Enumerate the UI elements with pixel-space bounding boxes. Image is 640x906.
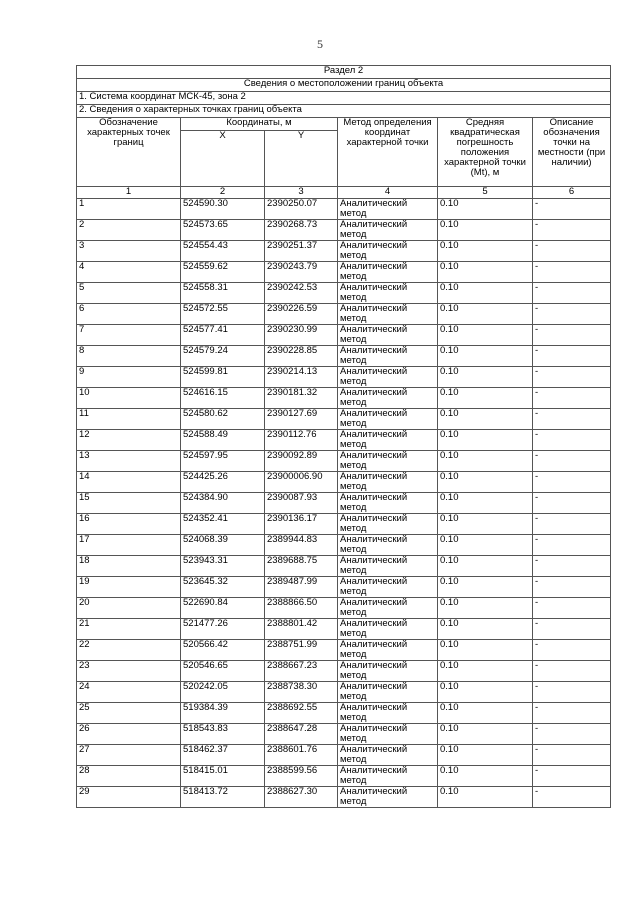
x-coordinate-cell: 518543.83 xyxy=(181,724,265,745)
point-number-cell: 6 xyxy=(77,304,181,325)
section-title: Раздел 2 xyxy=(77,66,611,79)
mean-error-cell: 0.10 xyxy=(438,430,533,451)
y-coordinate-cell: 2390087.93 xyxy=(265,493,338,514)
description-cell: - xyxy=(533,577,611,598)
method-cell: Аналитический метод xyxy=(338,535,438,556)
mean-error-cell: 0.10 xyxy=(438,493,533,514)
description-cell: - xyxy=(533,199,611,220)
description-cell: - xyxy=(533,409,611,430)
description-cell: - xyxy=(533,640,611,661)
mean-error-cell: 0.10 xyxy=(438,367,533,388)
method-cell: Аналитический метод xyxy=(338,493,438,514)
y-coordinate-cell: 2388599.56 xyxy=(265,766,338,787)
column-number: 4 xyxy=(338,187,438,199)
x-coordinate-cell: 524616.15 xyxy=(181,388,265,409)
method-cell: Аналитический метод xyxy=(338,346,438,367)
mean-error-cell: 0.10 xyxy=(438,325,533,346)
table-row xyxy=(77,325,611,346)
header-y: Y xyxy=(265,131,338,187)
table-row xyxy=(77,430,611,451)
table-row xyxy=(77,493,611,514)
table-row xyxy=(77,787,611,808)
y-coordinate-cell: 2390230.99 xyxy=(265,325,338,346)
x-coordinate-cell: 524352.41 xyxy=(181,514,265,535)
mean-error-cell: 0.10 xyxy=(438,787,533,808)
description-cell: - xyxy=(533,619,611,640)
x-coordinate-cell: 524573.65 xyxy=(181,220,265,241)
description-cell: - xyxy=(533,388,611,409)
y-coordinate-cell: 2390268.73 xyxy=(265,220,338,241)
y-coordinate-cell: 2390228.85 xyxy=(265,346,338,367)
mean-error-cell: 0.10 xyxy=(438,724,533,745)
x-coordinate-cell: 524425.26 xyxy=(181,472,265,493)
description-cell: - xyxy=(533,682,611,703)
header-x: X xyxy=(181,131,265,187)
x-coordinate-cell: 518413.72 xyxy=(181,787,265,808)
column-number: 5 xyxy=(438,187,533,199)
description-cell: - xyxy=(533,472,611,493)
method-cell: Аналитический метод xyxy=(338,472,438,493)
description-cell: - xyxy=(533,430,611,451)
table-row xyxy=(77,640,611,661)
column-number: 6 xyxy=(533,187,611,199)
mean-error-cell: 0.10 xyxy=(438,514,533,535)
y-coordinate-cell: 2389944.83 xyxy=(265,535,338,556)
column-number: 3 xyxy=(265,187,338,199)
mean-error-cell: 0.10 xyxy=(438,283,533,304)
method-cell: Аналитический метод xyxy=(338,682,438,703)
mean-error-cell: 0.10 xyxy=(438,346,533,367)
mean-error-cell: 0.10 xyxy=(438,409,533,430)
description-cell: - xyxy=(533,766,611,787)
x-coordinate-cell: 520242.05 xyxy=(181,682,265,703)
y-coordinate-cell: 2388667.23 xyxy=(265,661,338,682)
x-coordinate-cell: 524572.55 xyxy=(181,304,265,325)
mean-error-cell: 0.10 xyxy=(438,766,533,787)
point-number-cell: 27 xyxy=(77,745,181,766)
description-cell: - xyxy=(533,367,611,388)
y-coordinate-cell: 23900006.90 xyxy=(265,472,338,493)
y-coordinate-cell: 2390251.37 xyxy=(265,241,338,262)
column-number: 1 xyxy=(77,187,181,199)
method-cell: Аналитический метод xyxy=(338,514,438,535)
table-body xyxy=(77,199,611,808)
mean-error-cell: 0.10 xyxy=(438,577,533,598)
method-cell: Аналитический метод xyxy=(338,430,438,451)
method-cell: Аналитический метод xyxy=(338,241,438,262)
mean-error-cell: 0.10 xyxy=(438,619,533,640)
description-cell: - xyxy=(533,724,611,745)
point-number-cell: 16 xyxy=(77,514,181,535)
point-number-cell: 19 xyxy=(77,577,181,598)
header-description: Описание обозначения точки на местности (при наличии) xyxy=(533,118,611,187)
page-number: 5 xyxy=(317,37,323,51)
mean-error-cell: 0.10 xyxy=(438,598,533,619)
table-row xyxy=(77,619,611,640)
header-error: Средняя квадратическая погрешность положения характерной точки (Mt), м xyxy=(438,118,533,187)
description-cell: - xyxy=(533,325,611,346)
mean-error-cell: 0.10 xyxy=(438,556,533,577)
table-row xyxy=(77,388,611,409)
y-coordinate-cell: 2388751.99 xyxy=(265,640,338,661)
y-coordinate-cell: 2390214.13 xyxy=(265,367,338,388)
table-row xyxy=(77,241,611,262)
description-cell: - xyxy=(533,535,611,556)
method-cell: Аналитический метод xyxy=(338,766,438,787)
table-row xyxy=(77,199,611,220)
y-coordinate-cell: 2388866.50 xyxy=(265,598,338,619)
table-row xyxy=(77,451,611,472)
mean-error-cell: 0.10 xyxy=(438,304,533,325)
x-coordinate-cell: 523645.32 xyxy=(181,577,265,598)
y-coordinate-cell: 2388647.28 xyxy=(265,724,338,745)
points-caption: 2. Сведения о характерных точках границ объекта xyxy=(77,105,611,118)
point-number-cell: 8 xyxy=(77,346,181,367)
y-coordinate-cell: 2390243.79 xyxy=(265,262,338,283)
table-row xyxy=(77,724,611,745)
description-cell: - xyxy=(533,451,611,472)
x-coordinate-cell: 524384.90 xyxy=(181,493,265,514)
y-coordinate-cell: 2390092.89 xyxy=(265,451,338,472)
table-row xyxy=(77,577,611,598)
description-cell: - xyxy=(533,262,611,283)
table-row xyxy=(77,556,611,577)
mean-error-cell: 0.10 xyxy=(438,745,533,766)
method-cell: Аналитический метод xyxy=(338,640,438,661)
table-row xyxy=(77,220,611,241)
description-cell: - xyxy=(533,220,611,241)
x-coordinate-cell: 520566.42 xyxy=(181,640,265,661)
method-cell: Аналитический метод xyxy=(338,220,438,241)
table-row xyxy=(77,409,611,430)
x-coordinate-cell: 524068.39 xyxy=(181,535,265,556)
y-coordinate-cell: 2390181.32 xyxy=(265,388,338,409)
point-number-cell: 22 xyxy=(77,640,181,661)
method-cell: Аналитический метод xyxy=(338,661,438,682)
x-coordinate-cell: 524577.41 xyxy=(181,325,265,346)
x-coordinate-cell: 524590.30 xyxy=(181,199,265,220)
method-cell: Аналитический метод xyxy=(338,598,438,619)
table-row xyxy=(77,304,611,325)
header-method: Метод определения координат характерной точки xyxy=(338,118,438,187)
mean-error-cell: 0.10 xyxy=(438,220,533,241)
x-coordinate-cell: 524599.81 xyxy=(181,367,265,388)
table-row xyxy=(77,346,611,367)
description-cell: - xyxy=(533,241,611,262)
x-coordinate-cell: 524597.95 xyxy=(181,451,265,472)
x-coordinate-cell: 524579.24 xyxy=(181,346,265,367)
x-coordinate-cell: 520546.65 xyxy=(181,661,265,682)
x-coordinate-cell: 523943.31 xyxy=(181,556,265,577)
x-coordinate-cell: 524559.62 xyxy=(181,262,265,283)
method-cell: Аналитический метод xyxy=(338,745,438,766)
description-cell: - xyxy=(533,787,611,808)
description-cell: - xyxy=(533,514,611,535)
table-row xyxy=(77,514,611,535)
method-cell: Аналитический метод xyxy=(338,703,438,724)
mean-error-cell: 0.10 xyxy=(438,640,533,661)
table-row xyxy=(77,367,611,388)
method-cell: Аналитический метод xyxy=(338,577,438,598)
method-cell: Аналитический метод xyxy=(338,787,438,808)
description-cell: - xyxy=(533,598,611,619)
table-row xyxy=(77,766,611,787)
column-number: 2 xyxy=(181,187,265,199)
point-number-cell: 26 xyxy=(77,724,181,745)
table-row xyxy=(77,703,611,724)
method-cell: Аналитический метод xyxy=(338,619,438,640)
point-number-cell: 25 xyxy=(77,703,181,724)
x-coordinate-cell: 519384.39 xyxy=(181,703,265,724)
x-coordinate-cell: 518415.01 xyxy=(181,766,265,787)
table-row xyxy=(77,472,611,493)
y-coordinate-cell: 2388627.30 xyxy=(265,787,338,808)
y-coordinate-cell: 2390127.69 xyxy=(265,409,338,430)
table-row xyxy=(77,535,611,556)
point-number-cell: 15 xyxy=(77,493,181,514)
mean-error-cell: 0.10 xyxy=(438,241,533,262)
method-cell: Аналитический метод xyxy=(338,367,438,388)
method-cell: Аналитический метод xyxy=(338,451,438,472)
description-cell: - xyxy=(533,493,611,514)
mean-error-cell: 0.10 xyxy=(438,661,533,682)
mean-error-cell: 0.10 xyxy=(438,703,533,724)
method-cell: Аналитический метод xyxy=(338,262,438,283)
description-cell: - xyxy=(533,556,611,577)
y-coordinate-cell: 2389487.99 xyxy=(265,577,338,598)
table-row xyxy=(77,682,611,703)
boundary-points-table xyxy=(76,65,611,808)
method-cell: Аналитический метод xyxy=(338,556,438,577)
point-number-cell: 10 xyxy=(77,388,181,409)
point-number-cell: 18 xyxy=(77,556,181,577)
mean-error-cell: 0.10 xyxy=(438,388,533,409)
point-number-cell: 11 xyxy=(77,409,181,430)
mean-error-cell: 0.10 xyxy=(438,199,533,220)
table-row xyxy=(77,661,611,682)
description-cell: - xyxy=(533,703,611,724)
method-cell: Аналитический метод xyxy=(338,724,438,745)
method-cell: Аналитический метод xyxy=(338,283,438,304)
method-cell: Аналитический метод xyxy=(338,199,438,220)
x-coordinate-cell: 521477.26 xyxy=(181,619,265,640)
x-coordinate-cell: 524554.43 xyxy=(181,241,265,262)
description-cell: - xyxy=(533,661,611,682)
method-cell: Аналитический метод xyxy=(338,409,438,430)
section-subtitle: Сведения о местоположении границ объекта xyxy=(77,79,611,92)
point-number-cell: 14 xyxy=(77,472,181,493)
point-number-cell: 17 xyxy=(77,535,181,556)
point-number-cell: 23 xyxy=(77,661,181,682)
point-number-cell: 28 xyxy=(77,766,181,787)
point-number-cell: 1 xyxy=(77,199,181,220)
point-number-cell: 21 xyxy=(77,619,181,640)
table-row xyxy=(77,283,611,304)
x-coordinate-cell: 524558.31 xyxy=(181,283,265,304)
point-number-cell: 7 xyxy=(77,325,181,346)
mean-error-cell: 0.10 xyxy=(438,262,533,283)
mean-error-cell: 0.10 xyxy=(438,682,533,703)
y-coordinate-cell: 2389688.75 xyxy=(265,556,338,577)
method-cell: Аналитический метод xyxy=(338,304,438,325)
point-number-cell: 4 xyxy=(77,262,181,283)
point-number-cell: 20 xyxy=(77,598,181,619)
point-number-cell: 2 xyxy=(77,220,181,241)
y-coordinate-cell: 2388801.42 xyxy=(265,619,338,640)
x-coordinate-cell: 522690.84 xyxy=(181,598,265,619)
method-cell: Аналитический метод xyxy=(338,325,438,346)
y-coordinate-cell: 2388692.55 xyxy=(265,703,338,724)
table-row xyxy=(77,745,611,766)
point-number-cell: 13 xyxy=(77,451,181,472)
y-coordinate-cell: 2390112.76 xyxy=(265,430,338,451)
x-coordinate-cell: 524580.62 xyxy=(181,409,265,430)
coordinate-system: 1. Система координат МСК-45, зона 2 xyxy=(77,92,611,105)
point-number-cell: 24 xyxy=(77,682,181,703)
y-coordinate-cell: 2388738.30 xyxy=(265,682,338,703)
description-cell: - xyxy=(533,283,611,304)
mean-error-cell: 0.10 xyxy=(438,472,533,493)
point-number-cell: 29 xyxy=(77,787,181,808)
point-number-cell: 9 xyxy=(77,367,181,388)
header-coordinates: Координаты, м xyxy=(181,118,338,131)
x-coordinate-cell: 518462.37 xyxy=(181,745,265,766)
point-number-cell: 5 xyxy=(77,283,181,304)
table-row xyxy=(77,598,611,619)
y-coordinate-cell: 2390226.59 xyxy=(265,304,338,325)
method-cell: Аналитический метод xyxy=(338,388,438,409)
mean-error-cell: 0.10 xyxy=(438,451,533,472)
description-cell: - xyxy=(533,346,611,367)
y-coordinate-cell: 2390242.53 xyxy=(265,283,338,304)
table-row xyxy=(77,262,611,283)
y-coordinate-cell: 2390136.17 xyxy=(265,514,338,535)
mean-error-cell: 0.10 xyxy=(438,535,533,556)
header-designation: Обозначение характерных точек границ xyxy=(77,118,181,187)
description-cell: - xyxy=(533,304,611,325)
point-number-cell: 3 xyxy=(77,241,181,262)
description-cell: - xyxy=(533,745,611,766)
y-coordinate-cell: 2388601.76 xyxy=(265,745,338,766)
x-coordinate-cell: 524588.49 xyxy=(181,430,265,451)
point-number-cell: 12 xyxy=(77,430,181,451)
y-coordinate-cell: 2390250.07 xyxy=(265,199,338,220)
